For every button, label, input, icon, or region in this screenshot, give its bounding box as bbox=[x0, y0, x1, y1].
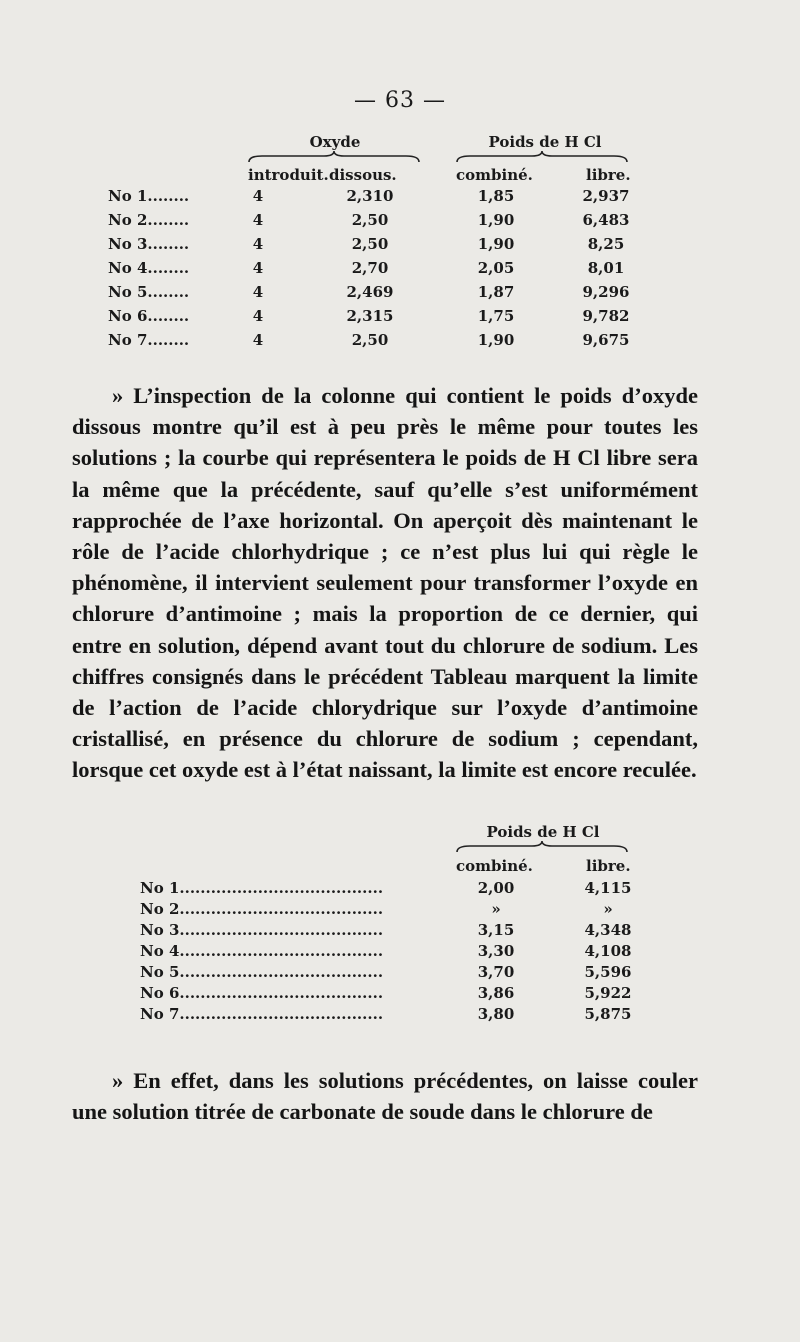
header-libre: libre. bbox=[586, 166, 631, 184]
cell-combine: 2,00 bbox=[477, 879, 515, 897]
cell-dissous: 2,310 bbox=[346, 187, 394, 205]
row-label: No 5....................................... bbox=[140, 963, 384, 981]
row-label: No 6........ bbox=[108, 307, 190, 325]
header-combine: combiné. bbox=[456, 857, 533, 875]
cell-dissous: 2,315 bbox=[346, 307, 394, 325]
row-label: No 3....................................... bbox=[140, 921, 384, 939]
body-paragraph-2 bbox=[72, 1065, 698, 1127]
cell-libre: 4,348 bbox=[584, 921, 632, 939]
row-label: No 7........ bbox=[108, 331, 190, 349]
cell-introduit: 4 bbox=[252, 307, 264, 325]
cell-introduit: 4 bbox=[252, 211, 264, 229]
brace-hcl bbox=[456, 840, 628, 854]
cell-libre: 5,875 bbox=[584, 1005, 632, 1023]
cell-combine: 1,85 bbox=[477, 187, 515, 205]
cell-libre: 8,01 bbox=[587, 259, 625, 277]
cell-combine: 3,80 bbox=[477, 1005, 515, 1023]
cell-combine: 2,05 bbox=[477, 259, 515, 277]
cell-dissous: 2,469 bbox=[346, 283, 394, 301]
header-combine: combiné. bbox=[456, 166, 533, 184]
header-introduit: introduit. bbox=[248, 166, 329, 184]
row-label: No 2........ bbox=[108, 211, 190, 229]
group-header-hcl: Poids de H Cl bbox=[486, 823, 600, 841]
cell-combine: 1,90 bbox=[477, 211, 515, 229]
row-label: No 4........ bbox=[108, 259, 190, 277]
cell-combine: 3,30 bbox=[477, 942, 515, 960]
row-label: No 6....................................... bbox=[140, 984, 384, 1002]
paragraph-text: » L’inspection de la colonne qui contient le poids d’oxyde dissous montre qu’il est à peu près le même pour toutes les solutions ; la courbe qui représentera le poids de H Cl libre sera la même que la précédente, sauf qu’elle s’est uniformément rapprochée de l’axe horizontal. On aperçoit dès maintenant le rôle de l’acide chlorhydrique ; ce n’est plus lui qui règle le phénomène, il intervient seulement pour transformer l’oxyde en chlorure d’antimoine ; mais la proportion de ce dernier, qui entre en solution, dépend avant tout du chlorure de sodium. Les chiffres consignés dans le précédent Tableau marquent la limite de l’action de l’acide chlorydrique sur l’oxyde d’antimoine cristallisé, en présence du chlorure de sodium ; cependant, lorsque cet oxyde est à l’état naissant, la limite est encore reculée. bbox=[72, 383, 698, 783]
cell-introduit: 4 bbox=[252, 187, 264, 205]
row-label: No 5........ bbox=[108, 283, 190, 301]
cell-dissous: 2,50 bbox=[351, 331, 389, 349]
cell-libre: 5,922 bbox=[584, 984, 632, 1002]
row-label: No 7....................................... bbox=[140, 1005, 384, 1023]
group-header-hcl: Poids de H Cl bbox=[488, 133, 602, 151]
row-label: No 1....................................... bbox=[140, 879, 384, 897]
cell-combine: 1,90 bbox=[477, 235, 515, 253]
body-paragraph-1 bbox=[72, 380, 698, 786]
row-label: No 4....................................... bbox=[140, 942, 384, 960]
cell-combine: » bbox=[491, 900, 501, 918]
cell-combine: 3,70 bbox=[477, 963, 515, 981]
cell-introduit: 4 bbox=[252, 331, 264, 349]
paragraph-text: » En effet, dans les solutions précédentes, on laisse couler une solution titrée de carbonate de soude dans le chlorure de bbox=[72, 1068, 698, 1125]
cell-libre: 2,937 bbox=[582, 187, 630, 205]
cell-libre: 8,25 bbox=[587, 235, 625, 253]
page-number: — 63 — bbox=[354, 88, 446, 113]
cell-libre: 5,596 bbox=[584, 963, 632, 981]
cell-libre: 9,296 bbox=[582, 283, 630, 301]
cell-introduit: 4 bbox=[252, 235, 264, 253]
cell-combine: 3,15 bbox=[477, 921, 515, 939]
cell-dissous: 2,50 bbox=[351, 211, 389, 229]
row-label: No 3........ bbox=[108, 235, 190, 253]
header-dissous: dissous. bbox=[329, 166, 397, 184]
cell-combine: 1,90 bbox=[477, 331, 515, 349]
cell-combine: 3,86 bbox=[477, 984, 515, 1002]
cell-introduit: 4 bbox=[252, 283, 264, 301]
cell-libre: 9,782 bbox=[582, 307, 630, 325]
row-label: No 2....................................... bbox=[140, 900, 384, 918]
group-header-oxyde: Oxyde bbox=[309, 133, 361, 151]
cell-libre: 4,108 bbox=[584, 942, 632, 960]
cell-combine: 1,75 bbox=[477, 307, 515, 325]
cell-dissous: 2,50 bbox=[351, 235, 389, 253]
cell-combine: 1,87 bbox=[477, 283, 515, 301]
cell-introduit: 4 bbox=[252, 259, 264, 277]
header-libre: libre. bbox=[586, 857, 631, 875]
row-label: No 1........ bbox=[108, 187, 190, 205]
cell-libre: 6,483 bbox=[582, 211, 630, 229]
brace-hcl bbox=[456, 150, 628, 164]
cell-libre: 4,115 bbox=[584, 879, 632, 897]
cell-libre: 9,675 bbox=[582, 331, 630, 349]
cell-dissous: 2,70 bbox=[351, 259, 389, 277]
brace-oxyde bbox=[248, 150, 420, 164]
cell-libre: » bbox=[603, 900, 613, 918]
